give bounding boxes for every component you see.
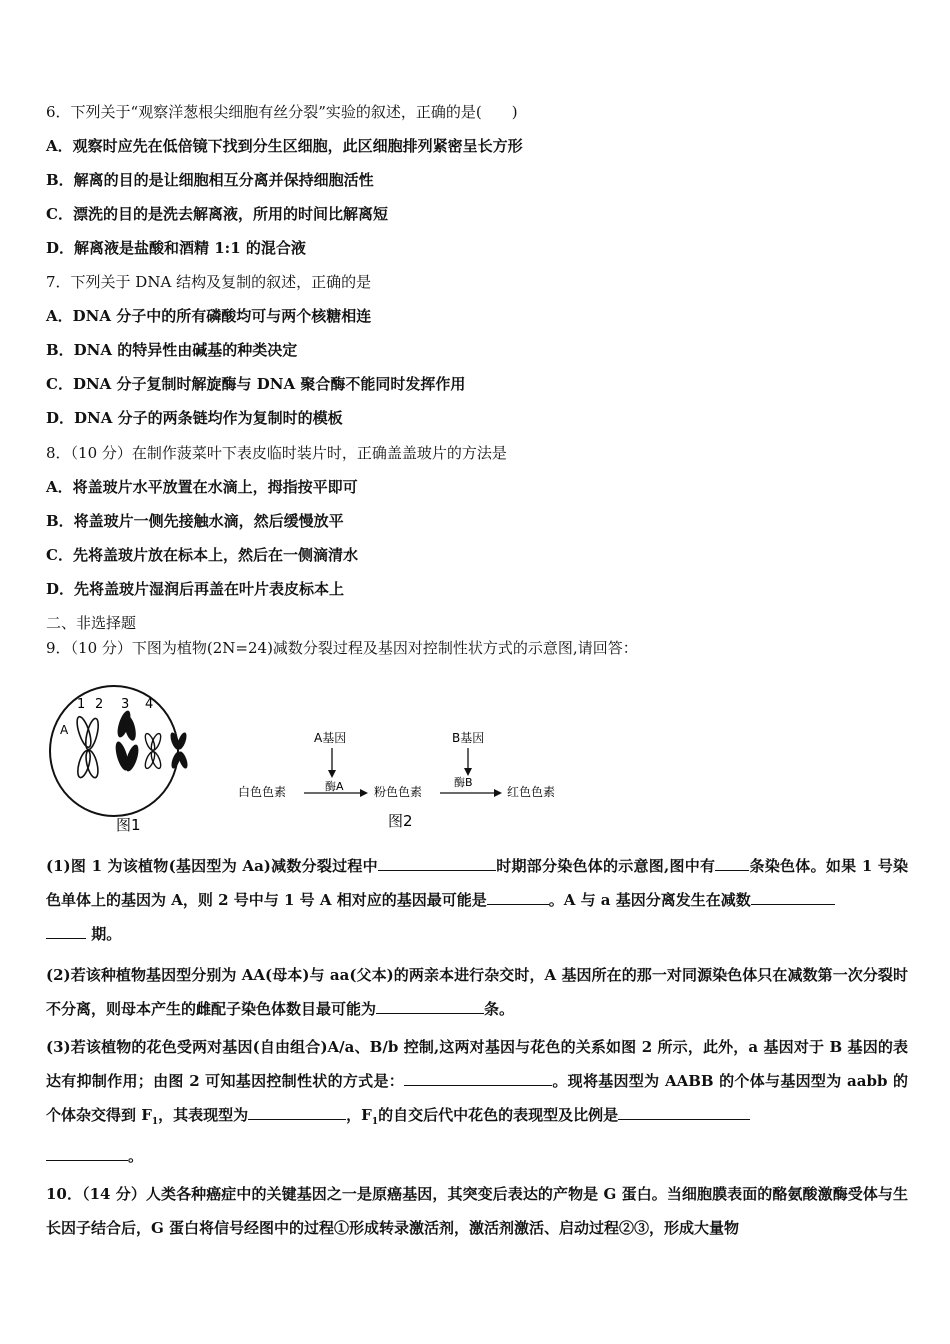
cell-outline [50, 686, 178, 816]
q9-part-3 [46, 1030, 908, 1173]
q8-option-c: C．先将盖玻片放在标本上，然后在一侧滴清水 [46, 546, 358, 564]
answer-blank[interactable] [378, 854, 496, 871]
q9-part-2-text-2: 条。 [484, 1000, 515, 1018]
white-pigment-label: 白色色素 [238, 785, 287, 799]
q6-option-b: B．解离的目的是让细胞相互分离并保持细胞活性 [46, 171, 374, 189]
answer-blank[interactable] [751, 888, 835, 905]
q7-option-b: B．DNA 的特异性由碱基的种类决定 [46, 341, 298, 359]
q9-part-3-text-2: 。现将基因型为 AABB 的个体与基因型为 aabb 的个体杂交得到 F [46, 1072, 908, 1124]
q8-option-b: B．将盖玻片一侧先接触水滴，然后缓慢放平 [46, 512, 344, 530]
red-pigment-label: 红色色素 [507, 785, 556, 799]
q9-part-3-text-5: 的自交后代中花色的表现型及比例是 [378, 1106, 619, 1124]
f1-subscript: 1 [151, 1117, 159, 1127]
gene-label-a: A [60, 723, 69, 737]
gene-b-label: B基因 [452, 731, 485, 745]
q8-stem: 8．（10 分）在制作菠菜叶下表皮临时装片时，正确盖盖玻片的方法是 [46, 444, 507, 462]
chromosome-number-4: 4 [145, 697, 154, 712]
gene-b-arrowhead [464, 768, 472, 776]
q9-part-1 [46, 849, 908, 951]
q9-figure [46, 680, 606, 840]
q6-option-d: D．解离液是盐酸和酒精 1:1 的混合液 [46, 239, 306, 257]
arrowhead-pink-to-red [494, 789, 502, 797]
pink-pigment-label: 粉色色素 [374, 785, 423, 799]
answer-blank[interactable] [715, 854, 749, 871]
chromosome-1-2 [74, 715, 100, 779]
q9-part-2-text-1: (2)若该种植物基因型分别为 AA(母本)与 aa(父本)的两亲本进行杂交时，A 基因所在的那一对同源染色体只在减数第一次分裂时不分离，则母本产生的雌配子染色体数目最可能为 [46, 966, 908, 1018]
figure-1-caption: 图1 [116, 816, 141, 834]
q6-option-a: A．观察时应先在低倍镜下找到分生区细胞，此区细胞排列紧密呈长方形 [46, 137, 523, 155]
q9-part-3-text-6: 。 [128, 1147, 144, 1165]
q7-option-a: A．DNA 分子中的所有磷酸均可与两个核糖相连 [46, 307, 372, 325]
enzyme-b-label: 酶B [454, 776, 473, 789]
q9-part-1-text-2: 时期部分染色体的示意图,图中有 [495, 857, 716, 875]
f1-subscript: 1 [371, 1117, 379, 1127]
q9-part-1-text-1: (1)图 1 为该植物(基因型为 Aa)减数分裂过程中 [46, 857, 378, 875]
answer-blank[interactable] [46, 922, 86, 939]
answer-blank[interactable] [46, 1144, 128, 1161]
answer-blank[interactable] [404, 1069, 552, 1086]
q7-option-c: C．DNA 分子复制时解旋酶与 DNA 聚合酶不能同时发挥作用 [46, 375, 466, 393]
q9-stem: 9．（10 分）下图为植物(2N=24)减数分裂过程及基因对控制性状方式的示意图,请回答： [46, 639, 638, 657]
answer-blank[interactable] [487, 888, 549, 905]
q9-part-2 [46, 958, 908, 1026]
figure-2 [238, 731, 555, 830]
chromosome-number-3: 3 [121, 697, 130, 712]
q6-option-c: C．漂洗的目的是洗去解离液，所用的时间比解离短 [46, 205, 388, 223]
figure-1 [50, 686, 189, 834]
enzyme-a-label: 酶A [325, 780, 344, 793]
q7-stem: 7．下列关于 DNA 结构及复制的叙述，正确的是 [46, 273, 372, 291]
q8-option-a: A．将盖玻片水平放置在水滴上，拇指按平即可 [46, 478, 358, 496]
answer-blank[interactable] [248, 1103, 346, 1120]
chromosome-black-small [169, 731, 190, 769]
q7-option-d: D．DNA 分子的两条链均作为复制时的模板 [46, 409, 343, 427]
chromosome-number-2: 2 [95, 697, 104, 712]
gene-a-arrowhead [328, 770, 336, 778]
q9-part-3-text-1: (3)若该植物的花色受两对基因(自由组合)A/a、B/b 控制,这两对基因与花色的关系如图 2 所示，此外，a 基因对于 B 基因的表达有抑制作用；由图 2 可知基因控制性状的方式是： [46, 1038, 908, 1090]
chromosome-outlined-small [143, 732, 162, 769]
q9-part-1-text-5: 期。 [91, 925, 122, 943]
q10-text: 10．（14 分）人类各种癌症中的关键基因之一是原癌基因，其突变后表达的产物是 G 蛋白。当细胞膜表面的酪氨酸激酶受体与生长因子结合后，G 蛋白将信号经图中的过程①形成转录激活剂，激活剂激活、启动过程②③，形成大量物 [46, 1185, 908, 1237]
chromosome-number-1: 1 [77, 697, 86, 712]
chromosome-black-large [113, 709, 141, 773]
q9-part-3-text-4: ，F [346, 1106, 372, 1124]
gene-a-label: A基因 [314, 731, 347, 745]
answer-blank[interactable] [376, 997, 484, 1014]
q8-option-d: D．先将盖玻片湿润后再盖在叶片表皮标本上 [46, 580, 345, 598]
q6-stem: 6．下列关于“观察洋葱根尖细胞有丝分裂”实验的叙述，正确的是( ) [46, 103, 518, 121]
q9-part-1-text-3: 条染色体。如果 1 号染色单体上的基因为 A，则 2 号中与 1 号 A 相对应的基因最可能是 [46, 857, 908, 909]
section-heading: 二、非选择题 [46, 614, 137, 632]
answer-blank[interactable] [618, 1103, 750, 1120]
figure-2-caption: 图2 [388, 812, 413, 830]
arrowhead-white-to-pink [360, 789, 368, 797]
q9-part-3-text-3: ，其表现型为 [158, 1106, 249, 1124]
q9-part-1-text-4: 。A 与 a 基因分离发生在减数 [548, 891, 751, 909]
